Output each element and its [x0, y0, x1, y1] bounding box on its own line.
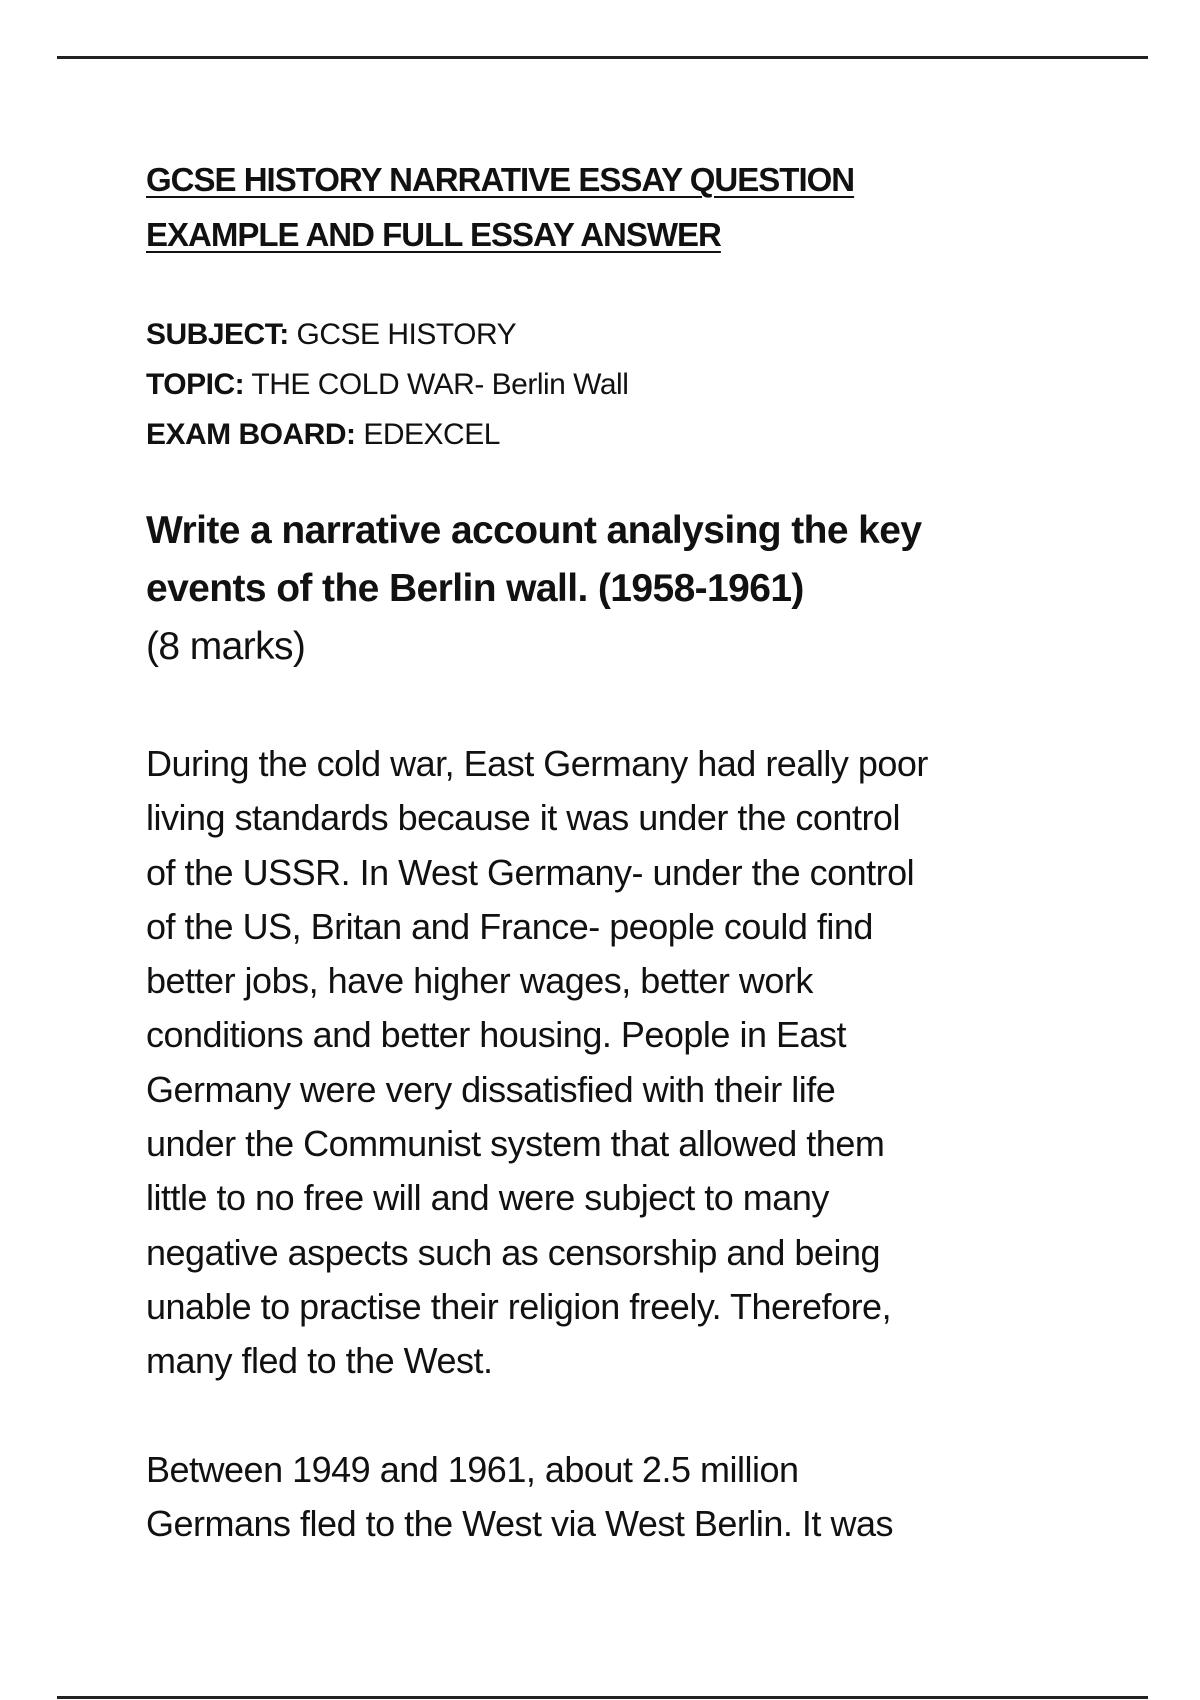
text-line: unable to practise their religion freely. Therefore,	[146, 1285, 892, 1327]
text-line: During the cold war, East Germany had really poor	[146, 743, 928, 784]
paragraph-1	[146, 737, 928, 1389]
topic-row	[146, 360, 628, 410]
text-line: living standards because it was under the control	[146, 797, 900, 839]
bottom-rule	[57, 1696, 1148, 1699]
question-marks: (8 marks)	[146, 625, 306, 668]
text-line: Germany were very dissatisfied with their life	[146, 1068, 836, 1110]
question-line: events of the Berlin wall. (1958-1961)	[146, 567, 804, 610]
essay-metadata	[146, 310, 628, 460]
exam-board-label: EXAM BOARD:	[146, 418, 356, 451]
essay-question	[146, 502, 921, 676]
subject-row	[146, 310, 628, 360]
topic-value: THE COLD WAR- Berlin Wall	[244, 368, 629, 401]
title-line: GCSE HISTORY NARRATIVE ESSAY QUESTION	[146, 161, 855, 198]
text-line: little to no free will and were subject to many	[146, 1177, 829, 1219]
top-rule	[57, 56, 1148, 59]
subject-value: GCSE HISTORY	[288, 318, 517, 351]
text-line: negative aspects such as censorship and being	[146, 1231, 880, 1273]
topic-label: TOPIC:	[146, 368, 245, 401]
text-line: under the Communist system that allowed them	[146, 1123, 885, 1165]
text-line: of the US, Britan and France- people could find	[146, 905, 873, 947]
text-line: better jobs, have higher wages, better work	[146, 960, 813, 1002]
subject-label: SUBJECT:	[146, 318, 289, 351]
paragraph-2	[146, 1443, 893, 1552]
text-line: Between 1949 and 1961, about 2.5 million	[146, 1449, 799, 1490]
document-title	[146, 152, 854, 262]
text-line: many fled to the West.	[146, 1340, 493, 1382]
question-line: Write a narrative account analysing the key	[146, 509, 922, 552]
exam-board-row	[146, 410, 628, 460]
title-line: EXAMPLE AND FULL ESSAY ANSWER	[146, 216, 721, 253]
text-line: of the USSR. In West Germany- under the control	[146, 851, 915, 893]
text-line: conditions and better housing. People in East	[146, 1014, 846, 1056]
text-line: Germans fled to the West via West Berlin. It was	[146, 1503, 893, 1545]
exam-board-value: EDEXCEL	[355, 418, 500, 451]
